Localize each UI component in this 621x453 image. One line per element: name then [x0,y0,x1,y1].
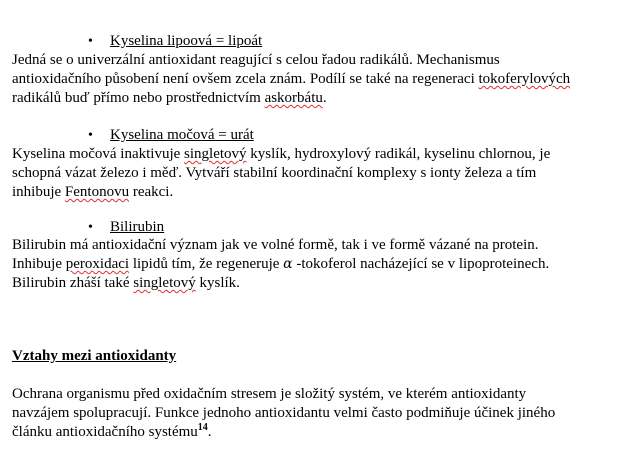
text-run: . [207,424,212,440]
text-run: α [283,256,293,272]
text-run: Bilirubin má antioxidační význam jak ve volné formě, tak i ve formě vázané na protein. [12,237,539,253]
text-line [12,70,612,89]
text-run: kyslík, hydroxylový radikál, kyselinu chlornou, je [246,146,551,162]
spellcheck-word: singletový [184,146,247,162]
text-run: radikálů buď přímo nebo prostřednictvím [12,90,265,106]
text-run: -tokoferol nacházející se v lipoproteinech. [292,256,550,272]
spellcheck-word: askorbátu [264,90,323,106]
section-heading: Vztahy mezi antioxidanty [12,348,177,364]
paragraph-urate [12,145,612,202]
bullet-icon [88,125,110,146]
text-run: Inhibuje [12,256,66,272]
bullet-heading-lipoate [88,31,262,51]
text-run: schopná vázat železo i měď. Vytváří stabilní koordinační komplexy s ionty železa a tím [12,165,537,181]
text-line [12,255,612,274]
spellcheck-word: Fentonovu [64,184,130,200]
text-run: Ochrana organismu před oxidačním stresem je složitý systém, ve kterém antioxidanty [12,386,527,402]
text-run: . [322,90,327,106]
text-run: článku antioxidačního systému [12,424,198,440]
bullet-icon [88,31,110,52]
text-line [12,423,612,442]
bullet-heading-bilirubin [88,217,164,237]
text-run: kyslík. [195,275,240,291]
section-title: Bilirubin [110,219,165,235]
text-run: antioxidačního působení není ovšem zcela znám. Podílí se také na regeneraci [12,71,479,87]
paragraph-lipoate [12,51,612,108]
text-line [12,183,612,202]
text-run: navzájem spolupracují. Funkce jednoho antioxidantu velmi často podmiňuje účinek jiného [12,405,556,421]
text-line [12,89,612,108]
text-run: Bilirubin zháší také [12,275,134,291]
text-run: inhibuje [12,184,65,200]
spellcheck-word: singletový [133,275,196,291]
paragraph-bilirubin [12,236,612,293]
paragraph-relations [12,385,612,442]
spellcheck-word: peroxidaci [65,256,130,272]
text-run: reakci. [129,184,174,200]
text-run: lipidů tím, že regeneruje [129,256,284,272]
section-title: Kyselina močová = urát [110,127,254,143]
text-line [12,145,612,164]
text-line [12,274,612,293]
spellcheck-word: tokoferylových [478,71,571,87]
bullet-icon [88,217,110,238]
text-run: Jedná se o univerzální antioxidant reagující s celou řadou radikálů. Mechanismus [12,52,500,68]
text-line [12,385,612,404]
text-line [12,164,612,183]
section-title: Kyselina lipoová = lipoát [110,33,263,49]
text-line [12,51,612,70]
footnote-ref: 14 [197,422,208,433]
bullet-heading-urate [88,125,254,145]
text-run: Kyselina močová inaktivuje [12,146,185,162]
text-line [12,236,612,255]
text-line [12,404,612,423]
